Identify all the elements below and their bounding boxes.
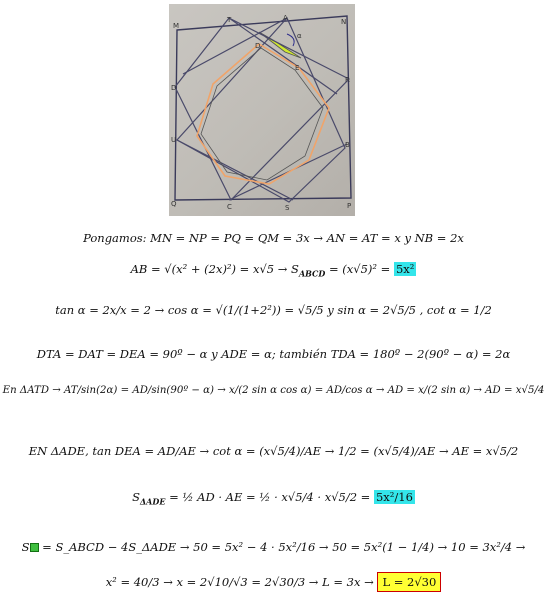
green-square-icon <box>30 543 39 552</box>
point-C: C <box>227 203 232 211</box>
angle-label: α <box>297 32 302 40</box>
point-D-left: D <box>171 84 177 92</box>
statement-area-ade: $S_{\Delta ADE}$ = ½ AD · AE = ½ · x√5/4 · x√5/2 = 5x²/16 <box>132 490 413 507</box>
final-answer-highlight: L = 2√30 <box>377 572 441 592</box>
point-S: S <box>285 204 290 212</box>
geometry-figure-photo <box>169 4 355 216</box>
statement-area-abcd: AB = $√(x^2 + (2x)^2) = x√5 \to S_{ABCD} = (x√5)^2 = 5x^2$ <box>130 262 415 279</box>
point-D: D <box>255 42 261 50</box>
statement-equation: S = S_ABCD − 4S_ΔADE → 50 = 5x² − 4 · 5x²/16 → 50 = 5x²(1 − 1/4) → 10 = 3x²/4 → <box>21 540 526 554</box>
statement-angles: DTA = DAT = DEA = 90º − α y ADE = α; también TDA = 180º − 2(90º − α) = 2α <box>36 347 511 361</box>
statement-setup: Pongamos: MN = NP = PQ = QM = 3x → AN = AT = x y NB = 2x <box>83 231 464 245</box>
area-abcd-highlight: 5x² <box>395 262 415 276</box>
outer-square <box>175 16 351 200</box>
area-ade-highlight: 5x²/16 <box>375 490 413 504</box>
geometry-figure <box>169 4 355 216</box>
point-N: N <box>341 18 347 26</box>
statement-triangle-atd: En ΔATD → AT/sin(2α) = AD/sin(90º − α) → x/(2 sin α cos α) = AD/cos α → AD = x/(2 sin α) → AD = x√5/4 <box>2 385 545 396</box>
point-E: E <box>295 64 300 72</box>
point-M: M <box>173 22 180 30</box>
point-U: U <box>171 136 177 144</box>
orange-octagon <box>197 44 329 184</box>
point-P: P <box>347 202 352 210</box>
point-A: A <box>283 14 288 22</box>
point-Q: Q <box>171 200 177 208</box>
point-R: R <box>345 76 350 84</box>
angle-mark <box>287 34 294 46</box>
statement-trig: tan α = 2x/x = 2 → cos α = √(1/(1+2²)) = √5/5 y sin α = 2√5/5 , cot α = 1/2 <box>55 303 492 317</box>
statement-result: x² = 40/3 → x = 2√10/√3 = 2√30/3 → L = 3x → L = 2√30 <box>0 575 547 589</box>
point-T: T <box>227 16 232 24</box>
point-B: B <box>345 141 350 149</box>
statement-triangle-ade: EN ΔADE, tan DEA = AD/AE → cot α = (x√5/4)/AE → 1/2 = (x√5/4)/AE → AE = x√5/2 <box>28 444 519 458</box>
